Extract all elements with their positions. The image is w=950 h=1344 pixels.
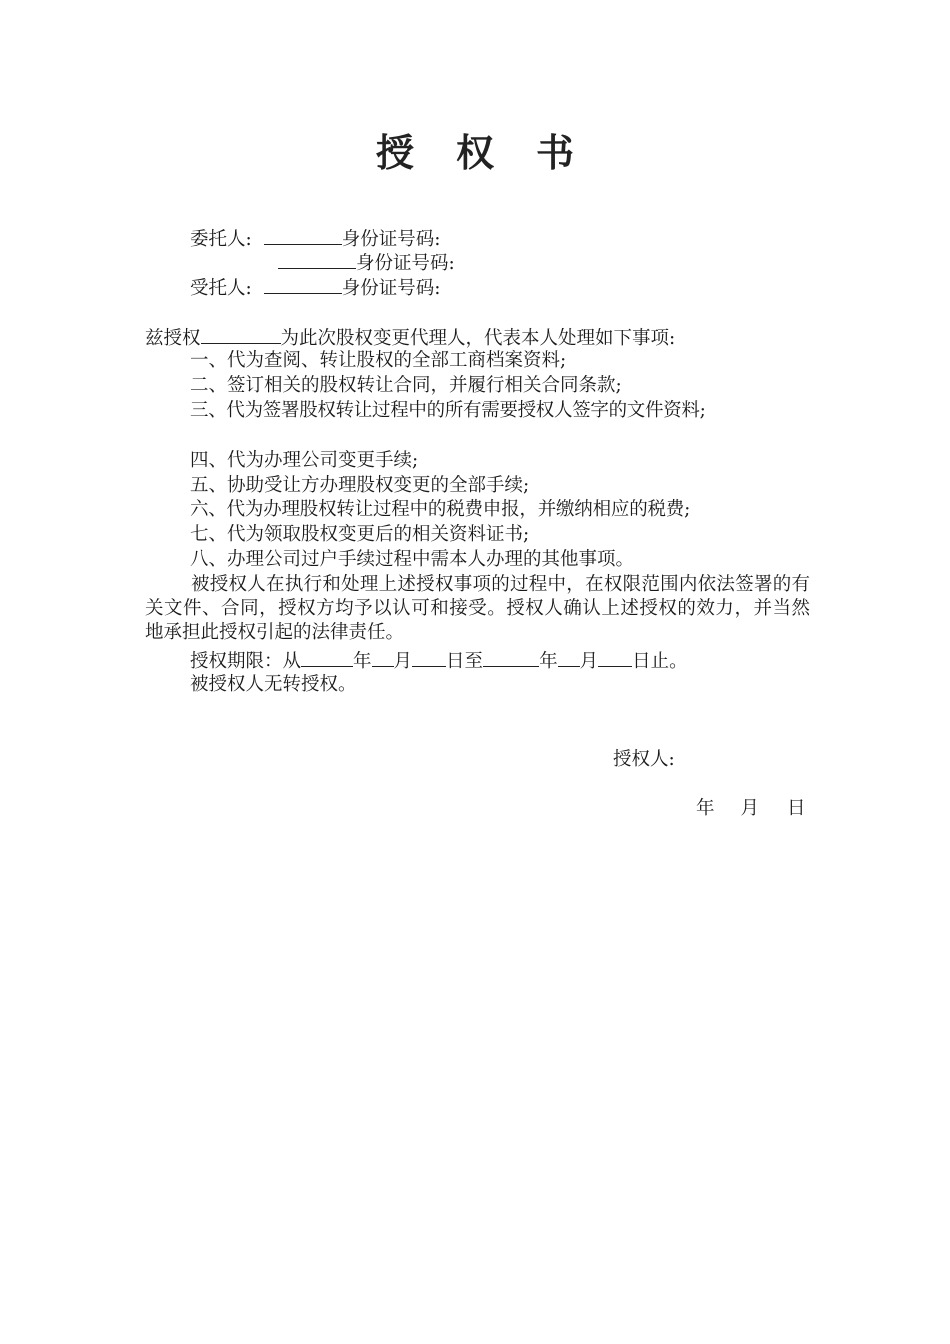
principal-name-blank-2[interactable] [278, 250, 356, 269]
item-6: 六、代为办理股权转让过程中的税费申报，并缴纳相应的税费; [190, 499, 691, 520]
signature-label: 授权人: [613, 749, 675, 770]
start-day-blank[interactable] [412, 648, 446, 667]
end-year-blank[interactable] [483, 648, 539, 667]
intro-suffix: 为此次股权变更代理人，代表本人处理如下事项: [280, 328, 676, 349]
agent-id-label: 身份证号码: [341, 278, 441, 299]
term-day-to: 日至 [446, 651, 484, 672]
intro-prefix: 兹授权 [145, 328, 201, 349]
start-year-blank[interactable] [301, 648, 353, 667]
principal-row [190, 226, 440, 252]
term-year: 年 [353, 651, 372, 672]
start-month-blank[interactable] [372, 648, 394, 667]
term-year-2: 年 [539, 651, 558, 672]
signature-date [696, 797, 806, 821]
end-month-blank[interactable] [558, 648, 580, 667]
term-day-end: 日止。 [632, 651, 688, 672]
document-title [0, 122, 950, 177]
principal-id-label-2: 身份证号码: [356, 253, 455, 274]
principal-id-label: 身份证号码: [341, 229, 441, 250]
title-char: 书 [536, 131, 575, 175]
item-1: 一、代为查阅、转让股权的全部工商档案资料; [190, 350, 567, 371]
principal-row-2 [190, 250, 455, 276]
item-3: 三、代为签署股权转让过程中的所有需要授权人签字的文件资料; [190, 400, 706, 421]
intro-line [145, 325, 675, 351]
term-month-2: 月 [579, 651, 599, 672]
principal-label: 委托人: [190, 229, 252, 250]
end-day-blank[interactable] [598, 648, 632, 667]
signature-year: 年 [696, 798, 715, 819]
term-month: 月 [393, 651, 413, 672]
title-char: 权 [455, 131, 494, 175]
agent-label: 受托人: [190, 278, 252, 299]
item-2: 二、签订相关的股权转让合同，并履行相关合同条款; [190, 375, 622, 396]
term-line [190, 648, 688, 674]
no-sub-authorization: 被授权人无转授权。 [190, 674, 357, 695]
item-8: 八、办理公司过户手续过程中需本人办理的其他事项。 [190, 549, 635, 570]
confirmation-paragraph: 被授权人在执行和处理上述授权事项的过程中，在权限范围内依法签署的有关文件、合同，授权方均予以认可和接受。授权人确认上述授权的效力，并当然地承担此授权引起的法律责任。 [145, 574, 810, 643]
signature-day: 日 [787, 798, 806, 819]
agent-blank[interactable] [201, 325, 281, 344]
item-4: 四、代为办理公司变更手续; [190, 450, 419, 471]
item-5: 五、协助受让方办理股权变更的全部手续; [190, 475, 530, 496]
term-prefix: 授权期限：从 [190, 651, 302, 672]
title-char: 授 [375, 131, 414, 175]
agent-name-blank[interactable] [264, 275, 342, 294]
signature-month: 月 [740, 798, 760, 819]
principal-name-blank[interactable] [264, 226, 342, 245]
agent-row [190, 275, 440, 301]
item-7: 七、代为领取股权变更后的相关资料证书; [190, 524, 530, 545]
